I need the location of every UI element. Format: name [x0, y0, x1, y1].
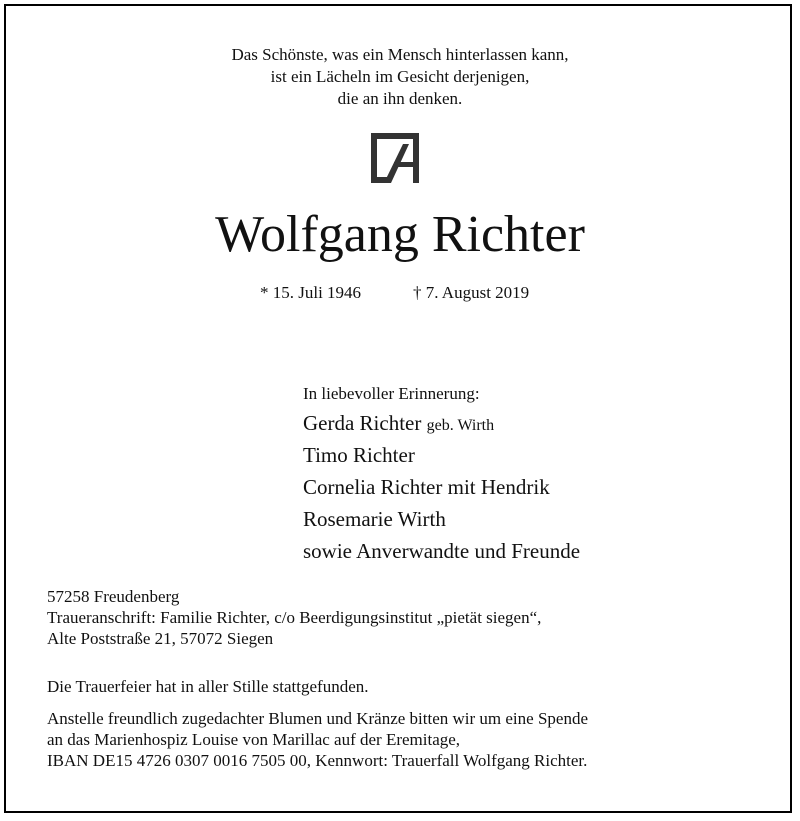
- ceremony-text: Die Trauerfeier hat in aller Stille stattgefunden.: [47, 677, 369, 696]
- quote-line: ist ein Lächeln im Gesicht derjenigen,: [270, 67, 530, 86]
- ceremony-note: [47, 676, 369, 697]
- address-line: Traueranschrift: Familie Richter, c/o Beerdigungsinstitut „pietät siegen“,: [47, 608, 542, 627]
- address-line: Alte Poststraße 21, 57072 Siegen: [47, 629, 274, 648]
- mourner-name: Cornelia Richter mit Hendrik: [303, 475, 550, 499]
- mourner-maiden-name: geb. Wirth: [426, 417, 495, 434]
- mourner-entry: [303, 441, 415, 469]
- mourner-name: Rosemarie Wirth: [303, 507, 446, 531]
- mourner-name: sowie Anverwandte und Freunde: [303, 539, 581, 563]
- quote-line: Das Schönste, was ein Mensch hinterlassen kann,: [231, 45, 569, 64]
- mourner-name: Gerda Richter: [303, 411, 422, 435]
- quote-line: die an ihn denken.: [337, 89, 463, 108]
- death-date: † 7. August 2019: [413, 283, 530, 302]
- address-block: [47, 586, 541, 649]
- memorial-quote: [0, 44, 800, 110]
- address-line: 57258 Freudenberg: [47, 587, 180, 606]
- mourner-name: Timo Richter: [303, 443, 415, 467]
- funeral-home-logo-icon: [370, 132, 420, 184]
- deceased-name: Wolfgang Richter: [215, 206, 585, 263]
- mourner-entry: [303, 537, 580, 565]
- donation-line: Anstelle freundlich zugedachter Blumen und Kränze bitten wir um eine Spende: [47, 709, 588, 728]
- mourner-entry: [303, 409, 494, 440]
- mourner-entry: [303, 473, 550, 501]
- birth-date: * 15. Juli 1946: [260, 283, 362, 302]
- mourner-entry: [303, 505, 446, 533]
- donation-line: an das Marienhospiz Louise von Marillac auf der Eremitage,: [47, 730, 461, 749]
- donation-line: IBAN DE15 4726 0307 0016 7505 00, Kennwort: Trauerfall Wolfgang Richter.: [47, 751, 588, 770]
- mourners-intro: In liebevoller Erinnerung:: [303, 384, 480, 403]
- donation-block: [47, 708, 588, 771]
